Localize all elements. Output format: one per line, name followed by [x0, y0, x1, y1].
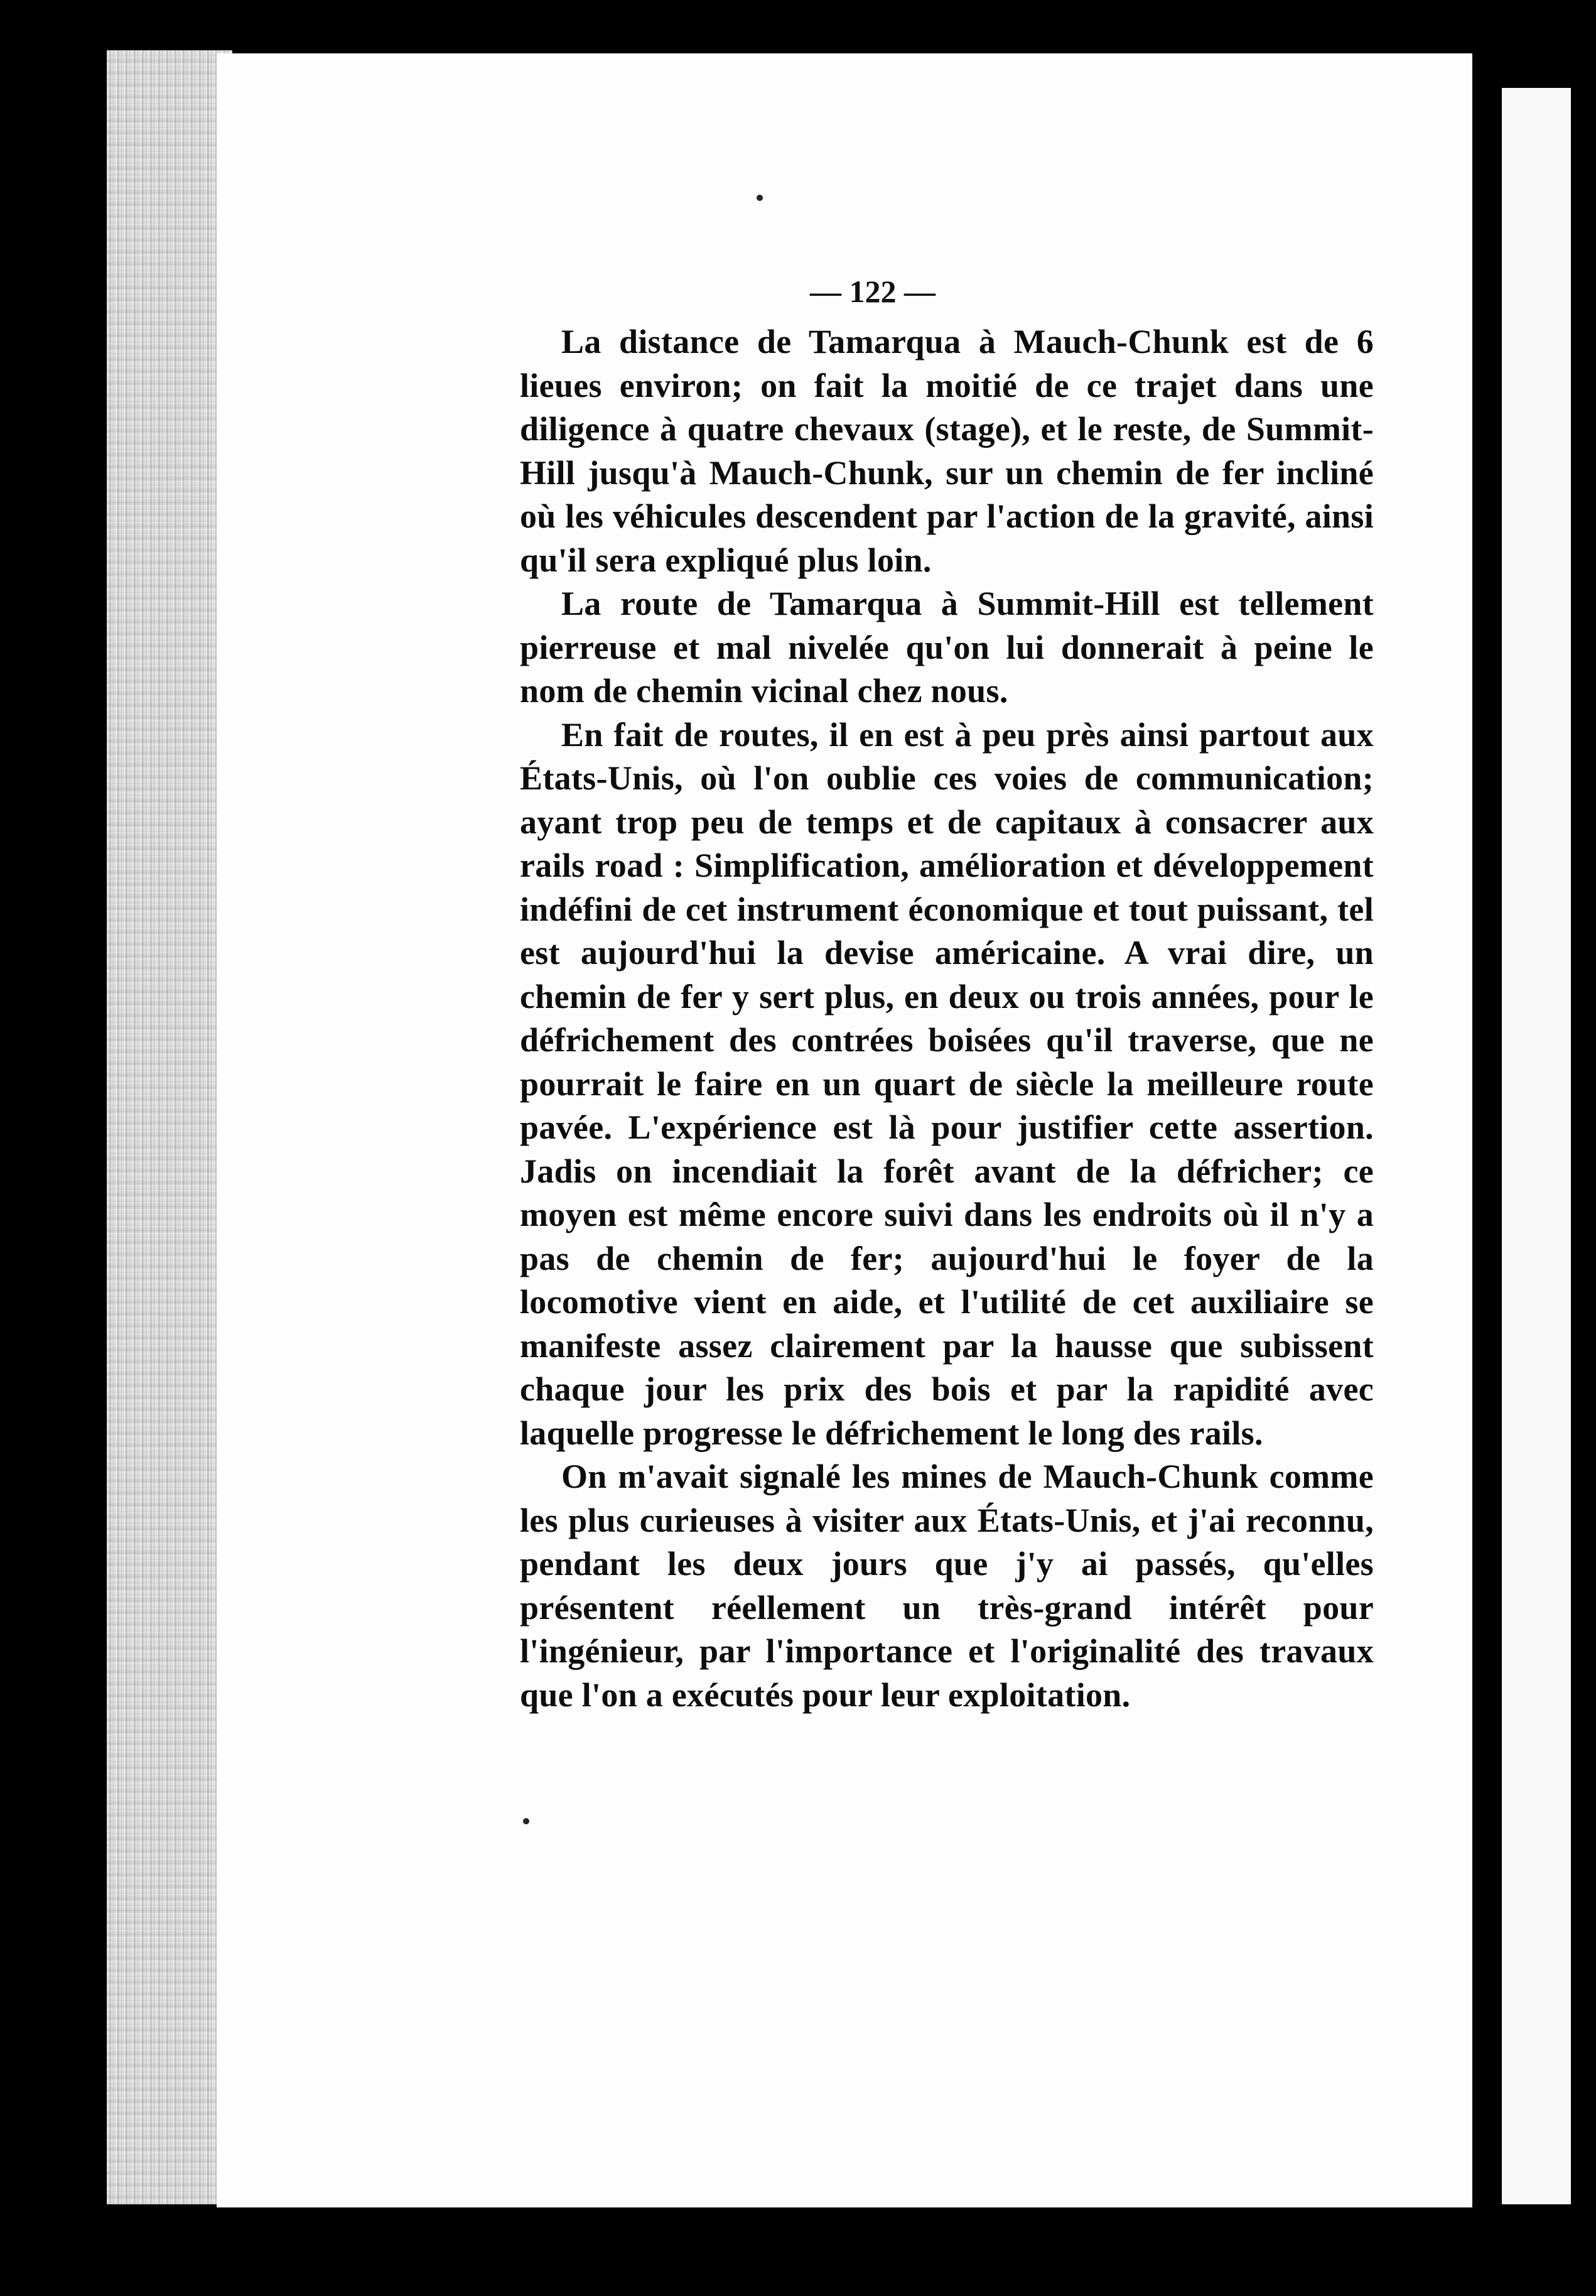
paragraph: La route de Tamarqua à Summit-Hill est tellement pierreuse et mal nivelée qu'on lui donnerait à peine le nom de chemin vicinal chez nous. — [520, 585, 1374, 710]
page-edges — [107, 50, 232, 2204]
page-number: — 122 — — [810, 274, 935, 309]
body-text — [520, 320, 1374, 1717]
ink-speck — [523, 1818, 529, 1824]
facing-page-edge — [1502, 88, 1571, 2204]
ink-speck — [757, 195, 763, 201]
paragraph: On m'avait signalé les mines de Mauch-Chunk comme les plus curieuses à visiter aux États-Unis, et j'ai reconnu, pendant les deux jours que j'y ai passés, qu'elles présentent réellement un très-grand intérêt pour l'ingénieur, par l'importance et l'originalité des travaux que l'on a exécutés pour leur exploitation. — [520, 1458, 1374, 1714]
paragraph: La distance de Tamarqua à Mauch-Chunk est de 6 lieues environ; on fait la moitié de ce trajet dans une diligence à quatre chevaux (stage), et le reste, de Summit-Hill jusqu'à Mauch-Chunk, sur un chemin de fer incliné où les véhicules descendent par l'action de la gravité, ainsi qu'il sera expliqué plus loin. — [520, 323, 1374, 579]
paragraph: En fait de routes, il en est à peu près ainsi partout aux États-Unis, où l'on oublie ces voies de communication; ayant trop peu de temps et de capitaux à consacrer aux rails road : Simplification, amélioration et développement indéfini de cet instrument économique et tout puissant, tel est aujourd'hui la devise américaine. A vrai dire, un chemin de fer y sert plus, en deux ou trois années, pour le défrichement des contrées boisées qu'il traverse, que ne pourrait le faire en un quart de siècle la meilleure route pavée. L'expérience est là pour justifier cette assertion. Jadis on incendiait la forêt avant de la défricher; ce moyen est même encore suivi dans les endroits où il n'y a pas de chemin de fer; aujourd'hui le foyer de la locomotive vient en aide, et l'utilité de cet auxiliaire se manifeste assez clairement par la hausse que subissent chaque jour les prix des bois et par la rapidité avec laquelle progresse le défrichement le long des rails. — [520, 715, 1374, 1452]
